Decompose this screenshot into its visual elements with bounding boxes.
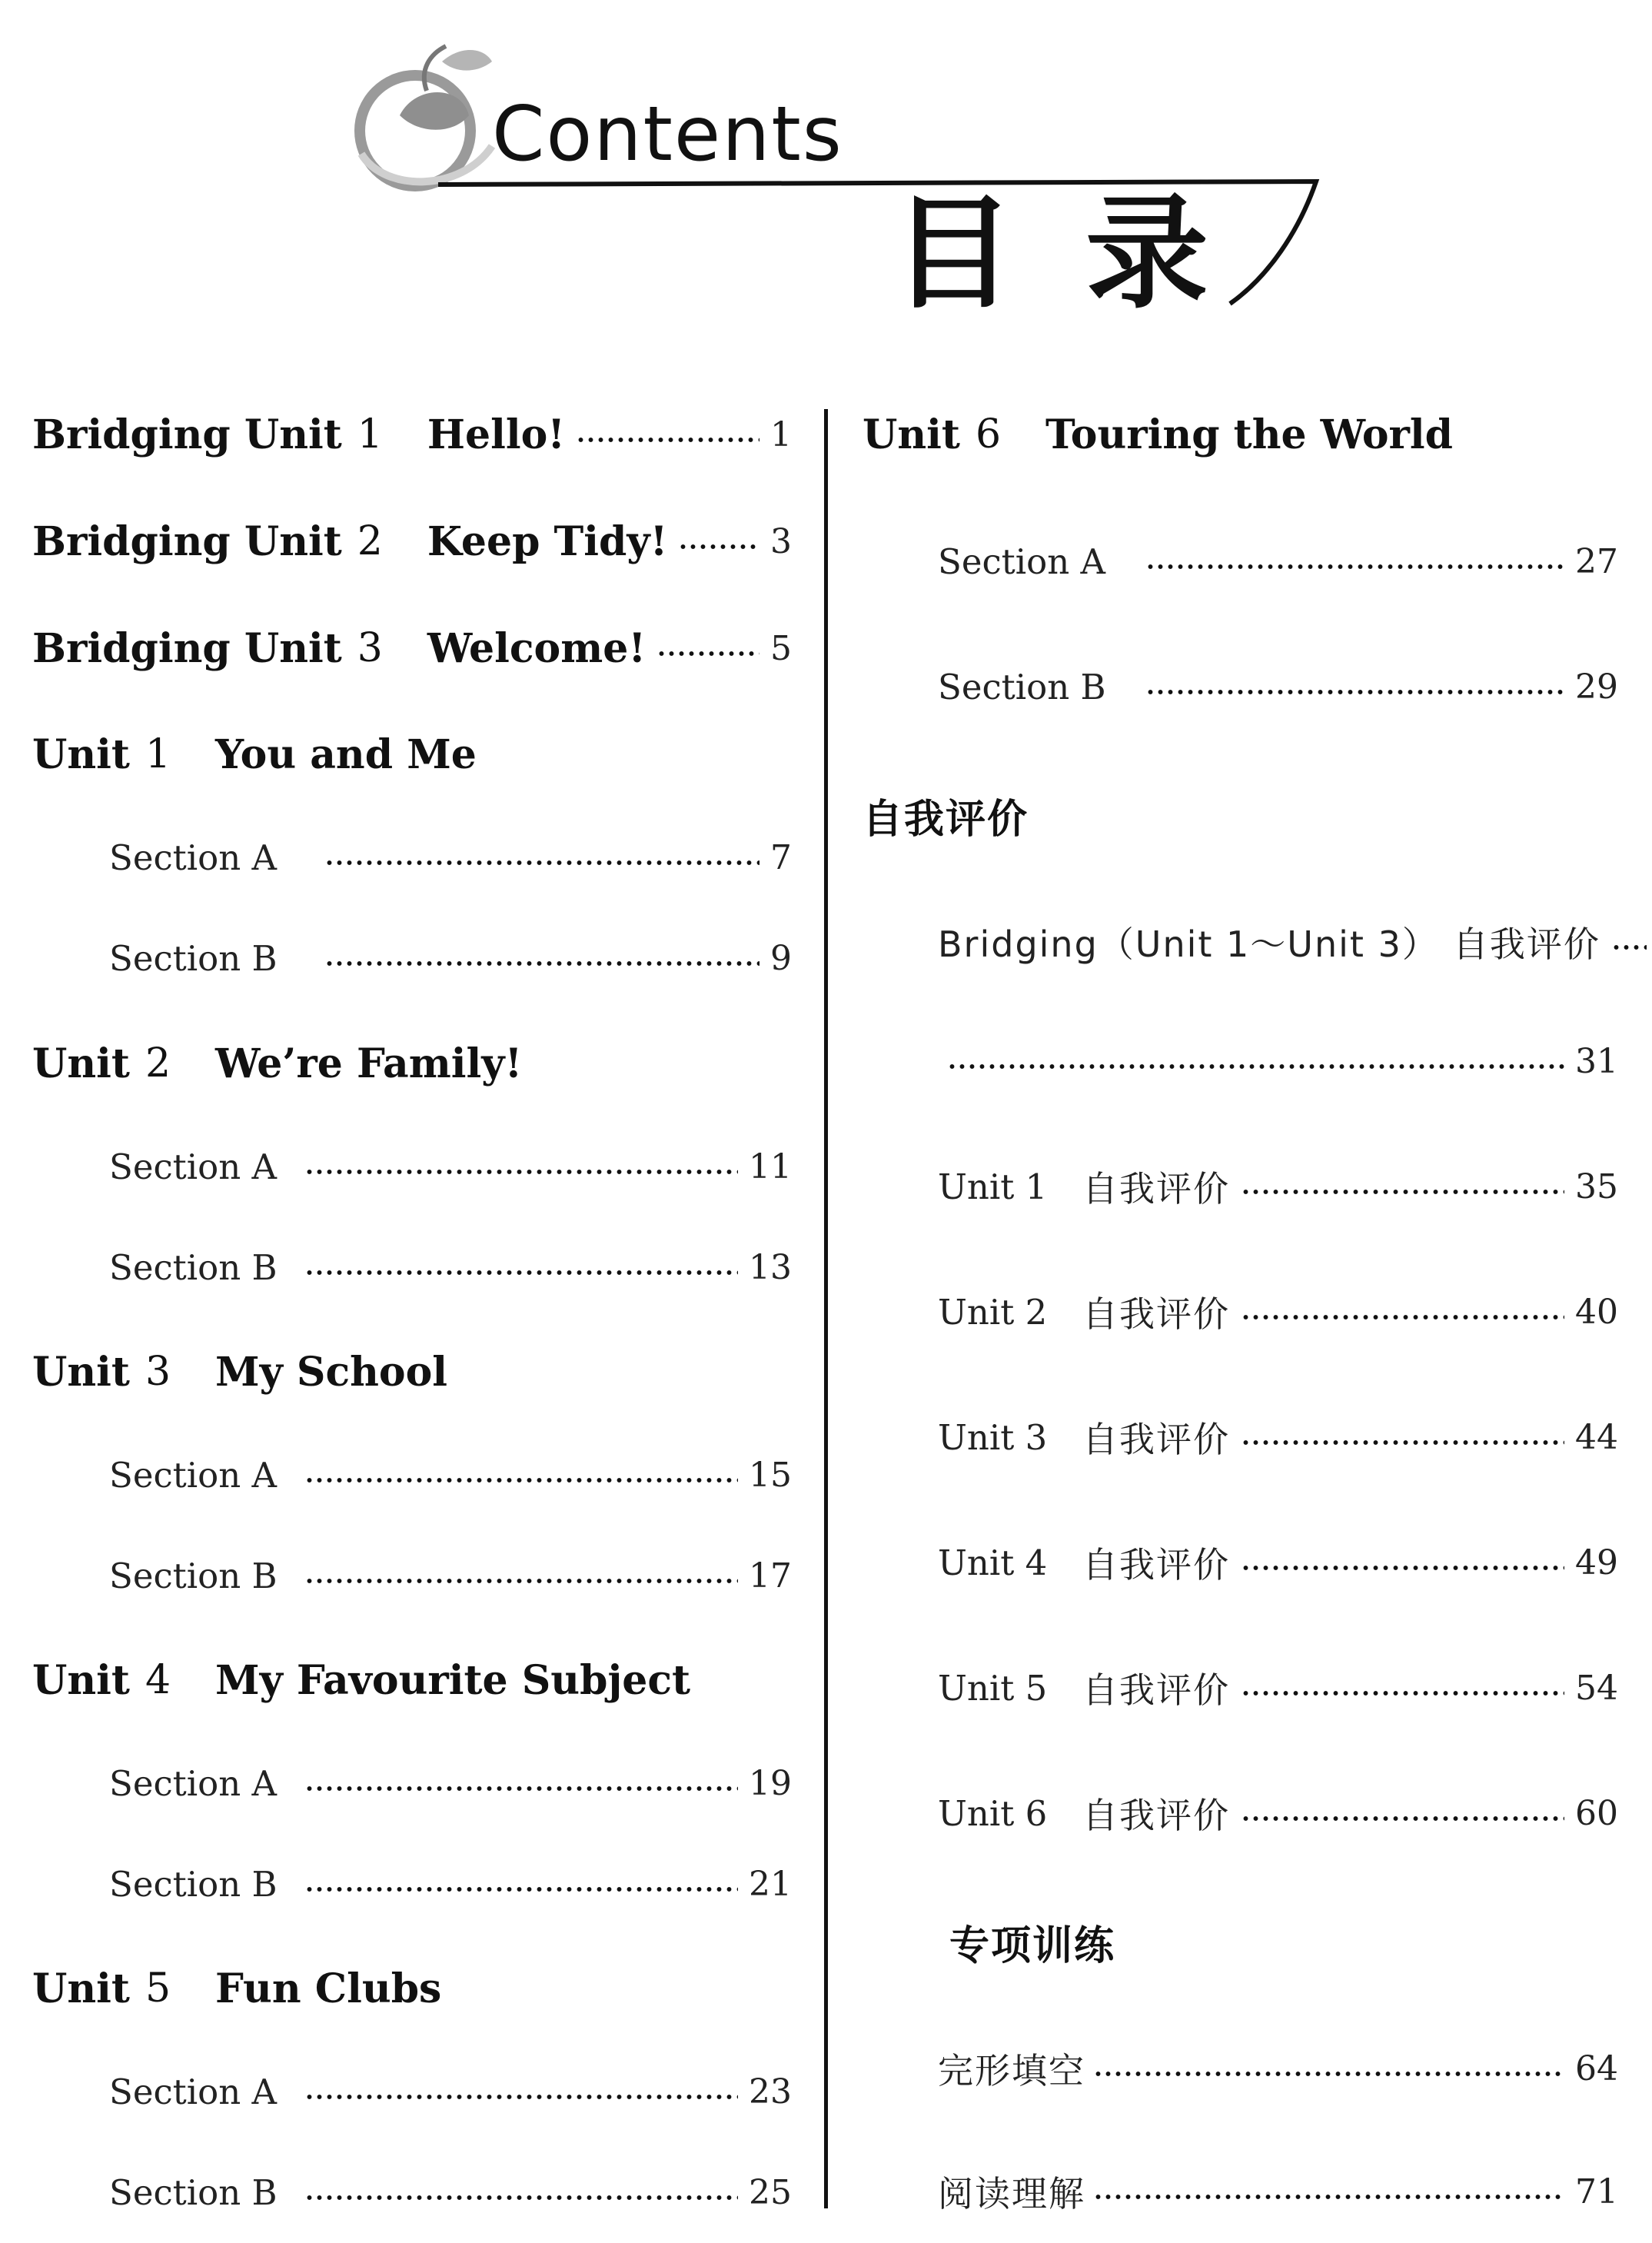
dot-leader bbox=[304, 2095, 738, 2099]
self-evaluation-heading bbox=[863, 788, 1324, 842]
section-heading: 自我评价 bbox=[863, 796, 1029, 843]
bridging-number: 1 bbox=[357, 411, 383, 458]
unit-label: Unit bbox=[32, 1348, 130, 1396]
page-number: 44 bbox=[1575, 1417, 1618, 1457]
entry-label: Unit 1 bbox=[938, 1166, 1048, 1207]
entry-label: Bridging（Unit 1～Unit 3） bbox=[938, 923, 1439, 965]
toc-entry-special[interactable] bbox=[938, 2042, 1618, 2095]
dot-leader bbox=[1241, 1566, 1564, 1570]
entry-label: 阅读理解 bbox=[938, 2173, 1085, 2215]
unit-title: You and Me bbox=[215, 730, 477, 778]
page-number: 21 bbox=[749, 1864, 792, 1904]
page-number: 13 bbox=[749, 1247, 792, 1287]
entry-suffix: 自我评价 bbox=[1452, 923, 1600, 965]
page-number: 60 bbox=[1575, 1793, 1618, 1833]
entry-suffix: 自我评价 bbox=[1082, 1293, 1230, 1335]
unit-label: Unit bbox=[32, 1040, 130, 1087]
toc-entry-bridging-1[interactable] bbox=[32, 408, 792, 461]
dot-leader bbox=[678, 544, 760, 549]
toc-entry-self-eval[interactable] bbox=[938, 1285, 1618, 1339]
unit-number: 2 bbox=[145, 1040, 171, 1087]
section-label: Section B bbox=[109, 2171, 278, 2213]
page-number: 23 bbox=[749, 2072, 792, 2112]
header-decoration bbox=[0, 0, 1652, 361]
page-number: 71 bbox=[1575, 2171, 1618, 2211]
page-number: 40 bbox=[1575, 1292, 1618, 1332]
dot-leader bbox=[304, 1786, 738, 1791]
section-label: Section A bbox=[938, 541, 1106, 582]
unit-number: 4 bbox=[145, 1657, 171, 1703]
toc-entry-self-eval[interactable] bbox=[938, 1786, 1618, 1840]
toc-entry-unit-2[interactable] bbox=[32, 1037, 792, 1090]
dot-leader bbox=[1093, 2072, 1564, 2076]
page-number: 17 bbox=[749, 1556, 792, 1596]
page-number: 49 bbox=[1575, 1542, 1618, 1582]
page-number: 3 bbox=[770, 521, 792, 561]
bridging-title: Keep Tidy! bbox=[427, 517, 668, 565]
toc-entry-section[interactable] bbox=[109, 1857, 792, 1911]
page-number: 9 bbox=[770, 938, 792, 978]
section-label: Section B bbox=[109, 1246, 278, 1288]
toc-entry-section[interactable] bbox=[109, 1240, 792, 1294]
dot-leader bbox=[1241, 1190, 1564, 1194]
toc-entry-section[interactable] bbox=[109, 830, 792, 884]
toc-entry-unit-6[interactable] bbox=[863, 408, 1616, 461]
entry-suffix: 自我评价 bbox=[1082, 1168, 1230, 1210]
page-number: 64 bbox=[1575, 2048, 1618, 2088]
section-label: Section B bbox=[109, 1863, 278, 1905]
entry-label: 完形填空 bbox=[938, 2050, 1085, 2092]
toc-entry-section[interactable] bbox=[109, 1756, 792, 1810]
entry-label: Unit 4 bbox=[938, 1542, 1048, 1583]
unit-title: My Favourite Subject bbox=[215, 1656, 691, 1704]
unit-title: Fun Clubs bbox=[215, 1965, 442, 2012]
entry-label: Unit 2 bbox=[938, 1291, 1048, 1333]
dot-leader bbox=[656, 651, 760, 656]
toc-entry-section[interactable] bbox=[938, 660, 1618, 714]
dot-leader bbox=[1241, 1315, 1564, 1320]
column-divider bbox=[824, 409, 828, 2208]
toc-entry-bridging-3[interactable] bbox=[32, 621, 792, 675]
toc-entry-section[interactable] bbox=[109, 1140, 792, 1193]
unit-label: Unit bbox=[32, 1965, 130, 2012]
toc-entry-self-eval-bridging[interactable] bbox=[938, 915, 1618, 969]
toc-entry-bridging-2[interactable] bbox=[32, 514, 792, 568]
special-training-heading bbox=[949, 1915, 1411, 1968]
entry-suffix: 自我评价 bbox=[1082, 1419, 1230, 1460]
dot-leader bbox=[1241, 1440, 1564, 1445]
section-heading: 专项训练 bbox=[949, 1922, 1116, 1969]
toc-entry-section[interactable] bbox=[109, 1549, 792, 1602]
unit-label: Unit bbox=[32, 730, 130, 778]
dot-leader bbox=[1241, 1816, 1564, 1821]
bridging-title: Welcome! bbox=[427, 624, 647, 672]
unit-number: 3 bbox=[145, 1349, 171, 1395]
toc-entry-self-eval[interactable] bbox=[938, 1410, 1618, 1464]
dot-leader bbox=[324, 961, 760, 966]
unit-number: 1 bbox=[145, 731, 171, 777]
section-label: Section B bbox=[938, 666, 1106, 707]
toc-entry-unit-1[interactable] bbox=[32, 727, 792, 781]
toc-entry-special[interactable] bbox=[938, 2165, 1618, 2218]
page-number: 5 bbox=[770, 628, 792, 668]
unit-number: 6 bbox=[975, 411, 1002, 458]
entry-label: Unit 5 bbox=[938, 1667, 1048, 1709]
bridging-label: Bridging Unit bbox=[32, 411, 342, 458]
toc-entry-section[interactable] bbox=[109, 931, 792, 985]
entry-suffix: 自我评价 bbox=[1082, 1544, 1230, 1586]
page-number: 15 bbox=[749, 1455, 792, 1495]
dot-leader bbox=[304, 1270, 738, 1275]
bridging-number: 3 bbox=[357, 625, 383, 671]
dot-leader bbox=[1145, 564, 1564, 569]
page-title-chinese: 目录 bbox=[892, 181, 1280, 325]
page-number: 27 bbox=[1575, 541, 1618, 581]
toc-entry-self-eval[interactable] bbox=[938, 1536, 1618, 1589]
section-label: Section A bbox=[109, 837, 278, 878]
bridging-number: 2 bbox=[357, 518, 383, 564]
toc-entry-unit-3[interactable] bbox=[32, 1345, 792, 1399]
dot-leader bbox=[1093, 2195, 1564, 2199]
dot-leader bbox=[304, 1887, 738, 1892]
toc-entry-section[interactable] bbox=[109, 1448, 792, 1502]
toc-entry-self-eval[interactable] bbox=[938, 1160, 1618, 1213]
page-number: 25 bbox=[749, 2172, 792, 2212]
page-number: 54 bbox=[1575, 1668, 1618, 1708]
page-number: 7 bbox=[770, 837, 792, 877]
dot-leader bbox=[304, 1579, 738, 1583]
dot-leader bbox=[304, 2195, 738, 2200]
entry-label: Unit 6 bbox=[938, 1792, 1048, 1834]
dot-leader bbox=[1145, 690, 1564, 694]
entry-suffix: 自我评价 bbox=[1082, 1795, 1230, 1836]
section-label: Section A bbox=[109, 1146, 278, 1187]
dot-leader bbox=[1241, 1691, 1564, 1696]
unit-label: Unit bbox=[863, 411, 960, 458]
unit-title: We’re Family! bbox=[215, 1040, 523, 1087]
page-number: 31 bbox=[1575, 1041, 1618, 1081]
toc-entry-unit-4[interactable] bbox=[32, 1653, 792, 1707]
section-label: Section B bbox=[109, 1555, 278, 1596]
dot-leader bbox=[576, 438, 760, 442]
unit-label: Unit bbox=[32, 1656, 130, 1704]
toc-entry-section[interactable] bbox=[938, 534, 1618, 588]
toc-entry-self-eval[interactable] bbox=[938, 1661, 1618, 1715]
entry-label: Unit 3 bbox=[938, 1416, 1048, 1458]
page-number: 11 bbox=[749, 1146, 792, 1186]
unit-title: My School bbox=[215, 1348, 448, 1396]
page-number: 35 bbox=[1575, 1166, 1618, 1206]
dot-leader bbox=[947, 1064, 1564, 1069]
dot-leader bbox=[324, 860, 760, 865]
entry-suffix: 自我评价 bbox=[1082, 1669, 1230, 1711]
dot-leader bbox=[304, 1170, 738, 1174]
dot-leader bbox=[1611, 945, 1647, 950]
section-label: Section B bbox=[109, 937, 278, 979]
section-label: Section A bbox=[109, 2071, 278, 2112]
toc-entry-unit-5[interactable] bbox=[32, 1962, 792, 2015]
bridging-label: Bridging Unit bbox=[32, 517, 342, 565]
toc-entry-section[interactable] bbox=[109, 2165, 792, 2219]
page-number: 1 bbox=[770, 414, 792, 454]
page-number: 19 bbox=[749, 1763, 792, 1803]
section-label: Section A bbox=[109, 1454, 278, 1496]
bridging-title: Hello! bbox=[427, 411, 566, 458]
contents-title: Contents bbox=[492, 91, 843, 178]
page-number: 29 bbox=[1575, 667, 1618, 707]
unit-title: Touring the World bbox=[1045, 411, 1454, 458]
apple-logo-icon bbox=[360, 46, 492, 186]
toc-entry-section[interactable] bbox=[109, 2065, 792, 2118]
unit-number: 5 bbox=[145, 1965, 171, 2012]
section-label: Section A bbox=[109, 1762, 278, 1804]
bridging-label: Bridging Unit bbox=[32, 624, 342, 672]
page-header bbox=[0, 0, 1652, 361]
toc-entry-self-eval-bridging-page[interactable] bbox=[947, 1034, 1618, 1088]
dot-leader bbox=[304, 1478, 738, 1483]
